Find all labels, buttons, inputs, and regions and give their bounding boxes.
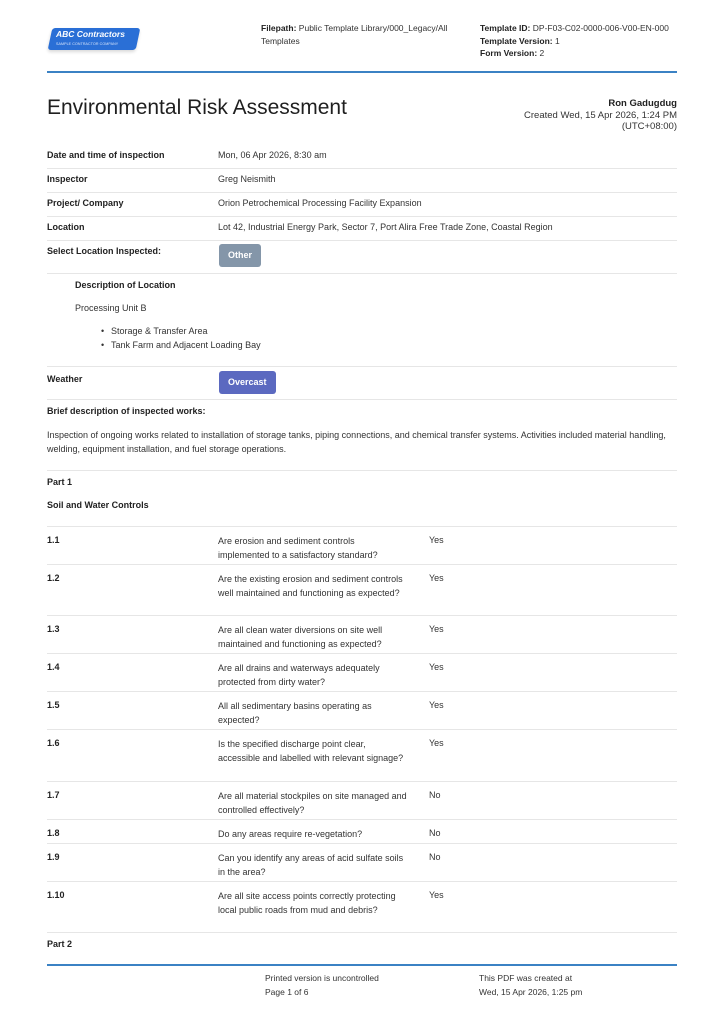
footer-divider	[47, 964, 677, 966]
question-text: Are all material stockpiles on site managed and controlled effectively?	[218, 791, 407, 815]
field-row-weather	[47, 367, 677, 400]
question-text: Are the existing erosion and sediment controls well maintained and functioning as expected?	[218, 574, 403, 598]
author-block	[524, 98, 677, 133]
logo-subtext: SAMPLE CONTRACTOR COMPANY	[56, 42, 119, 46]
brief-description-label: Brief description of inspected works:	[47, 406, 206, 416]
pdf-created-date: Wed, 15 Apr 2026, 1:25 pm	[479, 986, 583, 997]
question-number: 1.9	[47, 852, 60, 862]
form-version-label: Form Version:	[480, 48, 538, 58]
description-heading: Description of Location	[75, 280, 176, 290]
question-answer: Yes	[429, 662, 444, 672]
weather-label: Weather	[47, 374, 83, 384]
description-value: Processing Unit B	[75, 303, 147, 313]
footer-print-info	[265, 972, 379, 999]
form-version-value: 2	[539, 48, 545, 58]
template-id-value: DP-F03-C02-0000-006-V00-EN-000	[532, 23, 669, 33]
question-answer: No	[429, 828, 441, 838]
location-option-badge[interactable]: Other	[219, 244, 261, 267]
filepath-block	[261, 22, 461, 47]
location-label: Location	[47, 222, 85, 232]
description-bullet: • Storage & Transfer Area	[111, 326, 208, 336]
author-name: Ron Gadugdug	[608, 98, 677, 109]
question-answer: No	[429, 852, 441, 862]
created-timezone: (UTC+08:00)	[621, 121, 677, 132]
project-value: Orion Petrochemical Processing Facility Expansion	[218, 198, 422, 208]
section-heading: Soil and Water Controls	[47, 500, 149, 510]
template-version-label: Template Version:	[480, 35, 553, 46]
field-row-date	[47, 145, 677, 169]
question-answer: Yes	[429, 535, 444, 545]
question-row	[47, 781, 677, 819]
date-value: Mon, 06 Apr 2026, 8:30 am	[218, 150, 327, 160]
question-number: 1.3	[47, 624, 60, 634]
location-description-block	[47, 274, 677, 367]
field-row-inspector	[47, 169, 677, 193]
uncontrolled-note: Printed version is uncontrolled	[265, 973, 379, 983]
part-2-label: Part 2	[47, 939, 73, 949]
question-row	[47, 653, 677, 691]
question-table-end	[47, 932, 677, 933]
question-answer: Yes	[429, 890, 444, 900]
question-row	[47, 564, 677, 615]
inspector-value: Greg Neismith	[218, 174, 276, 184]
select-location-label: Select Location Inspected:	[47, 246, 162, 256]
question-text: Are erosion and sediment controls implemented to a satisfactory standard?	[218, 536, 378, 560]
question-row	[47, 843, 677, 881]
question-number: 1.2	[47, 573, 60, 583]
field-row-location	[47, 217, 677, 241]
question-text: Are all clean water diversions on site well maintained and functioning as expected?	[218, 625, 383, 649]
template-id-label: Template ID:	[480, 23, 531, 33]
question-number: 1.7	[47, 790, 60, 800]
question-answer: Yes	[429, 573, 444, 583]
question-number: 1.4	[47, 662, 60, 672]
page-title: Environmental Risk Assessment	[47, 96, 347, 119]
header-divider	[47, 71, 677, 73]
template-meta-block	[480, 22, 680, 60]
footer-created-info	[479, 972, 582, 999]
section-divider	[47, 470, 677, 471]
inspector-label: Inspector	[47, 174, 88, 184]
question-answer: Yes	[429, 738, 444, 748]
date-label: Date and time of inspection	[47, 150, 165, 160]
page-number: Page 1 of 6	[265, 986, 309, 997]
description-heading-wrap	[75, 280, 176, 290]
question-number: 1.5	[47, 700, 60, 710]
question-row	[47, 615, 677, 653]
question-row	[47, 691, 677, 729]
question-row	[47, 729, 677, 781]
question-text: All all sedimentary basins operating as expected?	[218, 701, 372, 725]
question-text: Are all drains and waterways adequately protected from dirty water?	[218, 663, 380, 687]
question-text: Is the specified discharge point clear, accessible and labelled with relevant signage?	[218, 739, 404, 763]
question-text: Can you identify any areas of acid sulfate soils in the area?	[218, 853, 404, 877]
part-1-label: Part 1	[47, 477, 73, 487]
question-answer: Yes	[429, 624, 444, 634]
project-label: Project/ Company	[47, 198, 124, 208]
question-number: 1.8	[47, 828, 60, 838]
question-row	[47, 526, 677, 564]
weather-badge[interactable]: Overcast	[219, 371, 276, 394]
question-answer: No	[429, 790, 441, 800]
question-number: 1.10	[47, 890, 65, 900]
question-text: Are all site access points correctly protecting local public roads from mud and debris?	[218, 891, 396, 915]
brief-description-text: Inspection of ongoing works related to installation of storage tanks, piping connections, and chemical transfer systems. Activities included material handling, welding, equipment installation, and fuel storage operations.	[47, 430, 666, 454]
pdf-created-label: This PDF was created at	[479, 973, 573, 983]
filepath-value: Public Template Library/000_Legacy/All Templates	[261, 23, 448, 46]
question-answer: Yes	[429, 700, 444, 710]
question-text: Do any areas require re-vegetation?	[218, 829, 363, 839]
location-value: Lot 42, Industrial Energy Park, Sector 7, Port Alira Free Trade Zone, Coastal Region	[218, 222, 553, 232]
field-row-select-location	[47, 241, 677, 274]
question-row	[47, 819, 677, 843]
created-date: Created Wed, 15 Apr 2026, 1:24 PM	[524, 109, 677, 121]
logo-text: ABC Contractors	[56, 29, 125, 39]
question-number: 1.6	[47, 738, 60, 748]
filepath-label: Filepath:	[261, 23, 297, 33]
description-bullet: • Tank Farm and Adjacent Loading Bay	[111, 340, 261, 350]
template-version-value: 1	[554, 35, 560, 46]
question-number: 1.1	[47, 535, 60, 545]
question-row	[47, 881, 677, 932]
field-row-project	[47, 193, 677, 217]
